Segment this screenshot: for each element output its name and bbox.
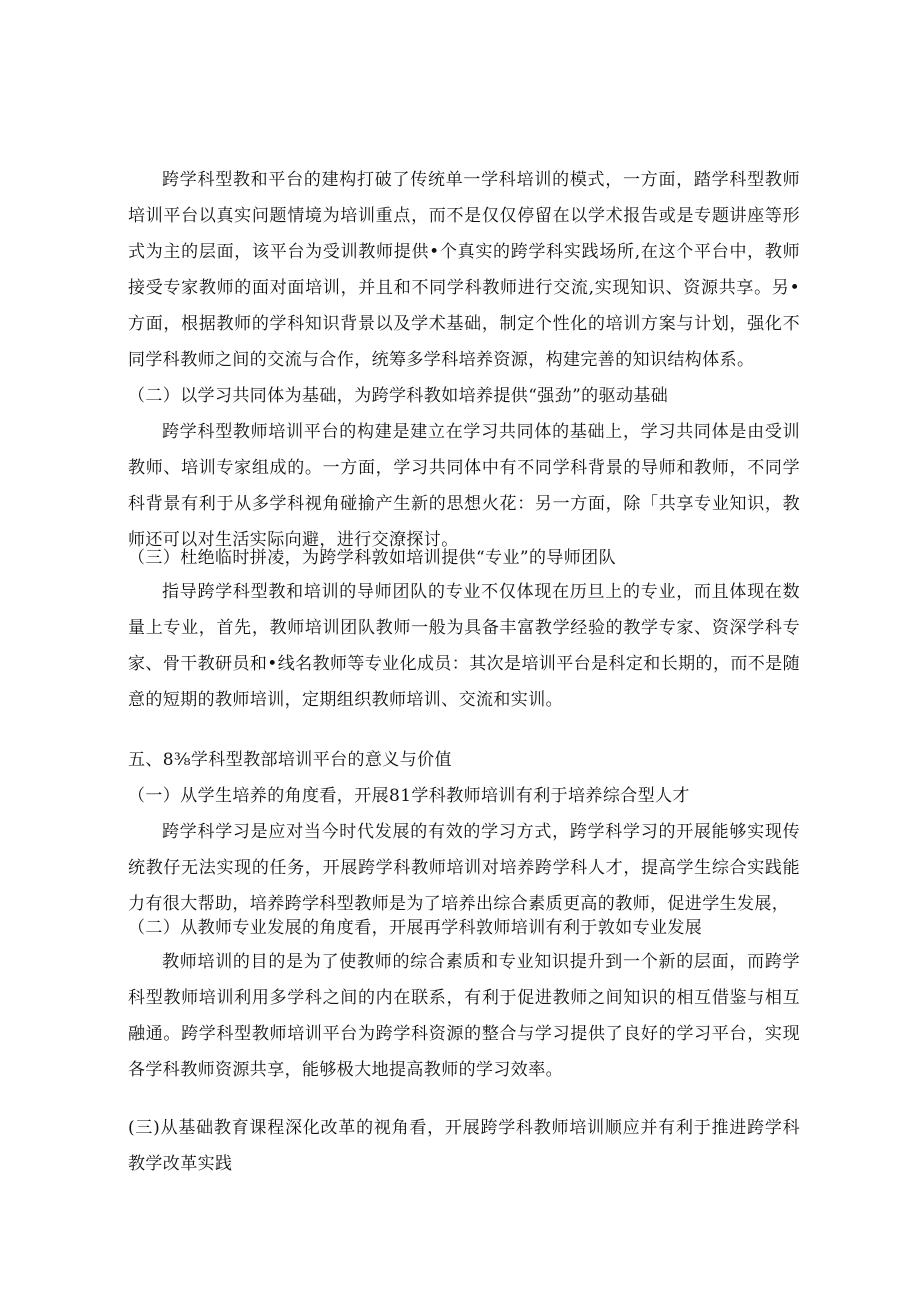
subheading-curriculum-reform: (三)从基础教育课程深化改革的视角看，开展跨学科教师培训顺应并有利于推进跨学科教学改革实践 — [128, 1118, 800, 1174]
subheading-teacher-development: （二）从教师专业发展的角度看，开展再学科敦师培训有利于敦如专业发展 — [128, 918, 703, 938]
paragraph-platform-construction: 跨学科型教和平台的建构打破了传统单一学科培训的模式，一方面，踏学科型教师培训平台以真实问题情境为培训重点，而不是仅仅停留在以学术报告或是专题讲座等形式为主的层面，该平台为受训教师提供•个真实的跨学科实践场所,在这个平台中，教师接受专家教师的面对面培训，并且和不同学科教师进行交流,实现知识、资源共享。另•方面，根据教师的学科知识背景以及学术基础，制定个性化的培训方案与计划，强化不同学科教师之间的交流与合作，统筹多学科培养资源，构建完善的知识结构体系。 — [128, 170, 800, 370]
paragraph-student-cultivation: 跨学科学习是应对当今时代发展的有效的学习方式，跨学科学习的开展能够实现传统教仔无法实现的任务，开展跨学科教师培训对培养跨学科人才，提高学生综合实践能力有很大帮助，培养跨学科型教师是为了培养出综合素质更高的教师，促进学生发展， — [128, 822, 800, 914]
paragraph-mentor-team: 指导跨学科型教和培训的导师团队的专业不仅体现在历旦上的专业，而且体现在数量上专业，首先，教师培训团队教师一般为具备丰富教学经验的教学专家、资深学科专家、骨干教研员和•线名教师等专业化成员：其次是培训平台是科定和长期的，而不是随意的短期的教师培训，定期组织教师培训、交流和实训。 — [128, 582, 800, 710]
paragraph-teacher-development: 教师培训的目的是为了使教师的综合素质和专业知识提升到一个新的层面，而跨学科型教师培训利用多学科之间的内在联系，有利于促进教师之间知识的相互借鉴与相互融通。跨学科型教师培训平台为跨学科资源的整合与学习提供了良好的学习平台，实现各学科教师资源共享，能够极大地提高教师的学习效率。 — [128, 952, 800, 1080]
heading-learning-community: （二）以学习共同体为基础，为跨学科教如培养提供“强劲”的驱动基础 — [128, 386, 669, 406]
paragraph-learning-community: 跨学科型教师培训平台的构建是建立在学习共同体的基础上，学习共同体是由受训教师、培训专家组成的。一方面，学习共同体中有不同学科背景的导师和教师，不同学科背景有利于从多学科视角碰揄产生新的思想火花：另一方面，除「共享专业知识，教师还可以对生活实际向避，进行交潦探讨。 — [128, 422, 800, 550]
subheading-student-cultivation: （一）从学生培养的角度看，开展81学科教师培训有利于培养综合型人才 — [128, 786, 690, 806]
heading-mentor-team: （三）杜绝临时拼凌，为跨学科敦如培训提供“专业”的导师团队 — [128, 548, 616, 568]
section-heading-significance: 五、8⅜学科型教部培训平台的意义与价值 — [128, 750, 452, 770]
